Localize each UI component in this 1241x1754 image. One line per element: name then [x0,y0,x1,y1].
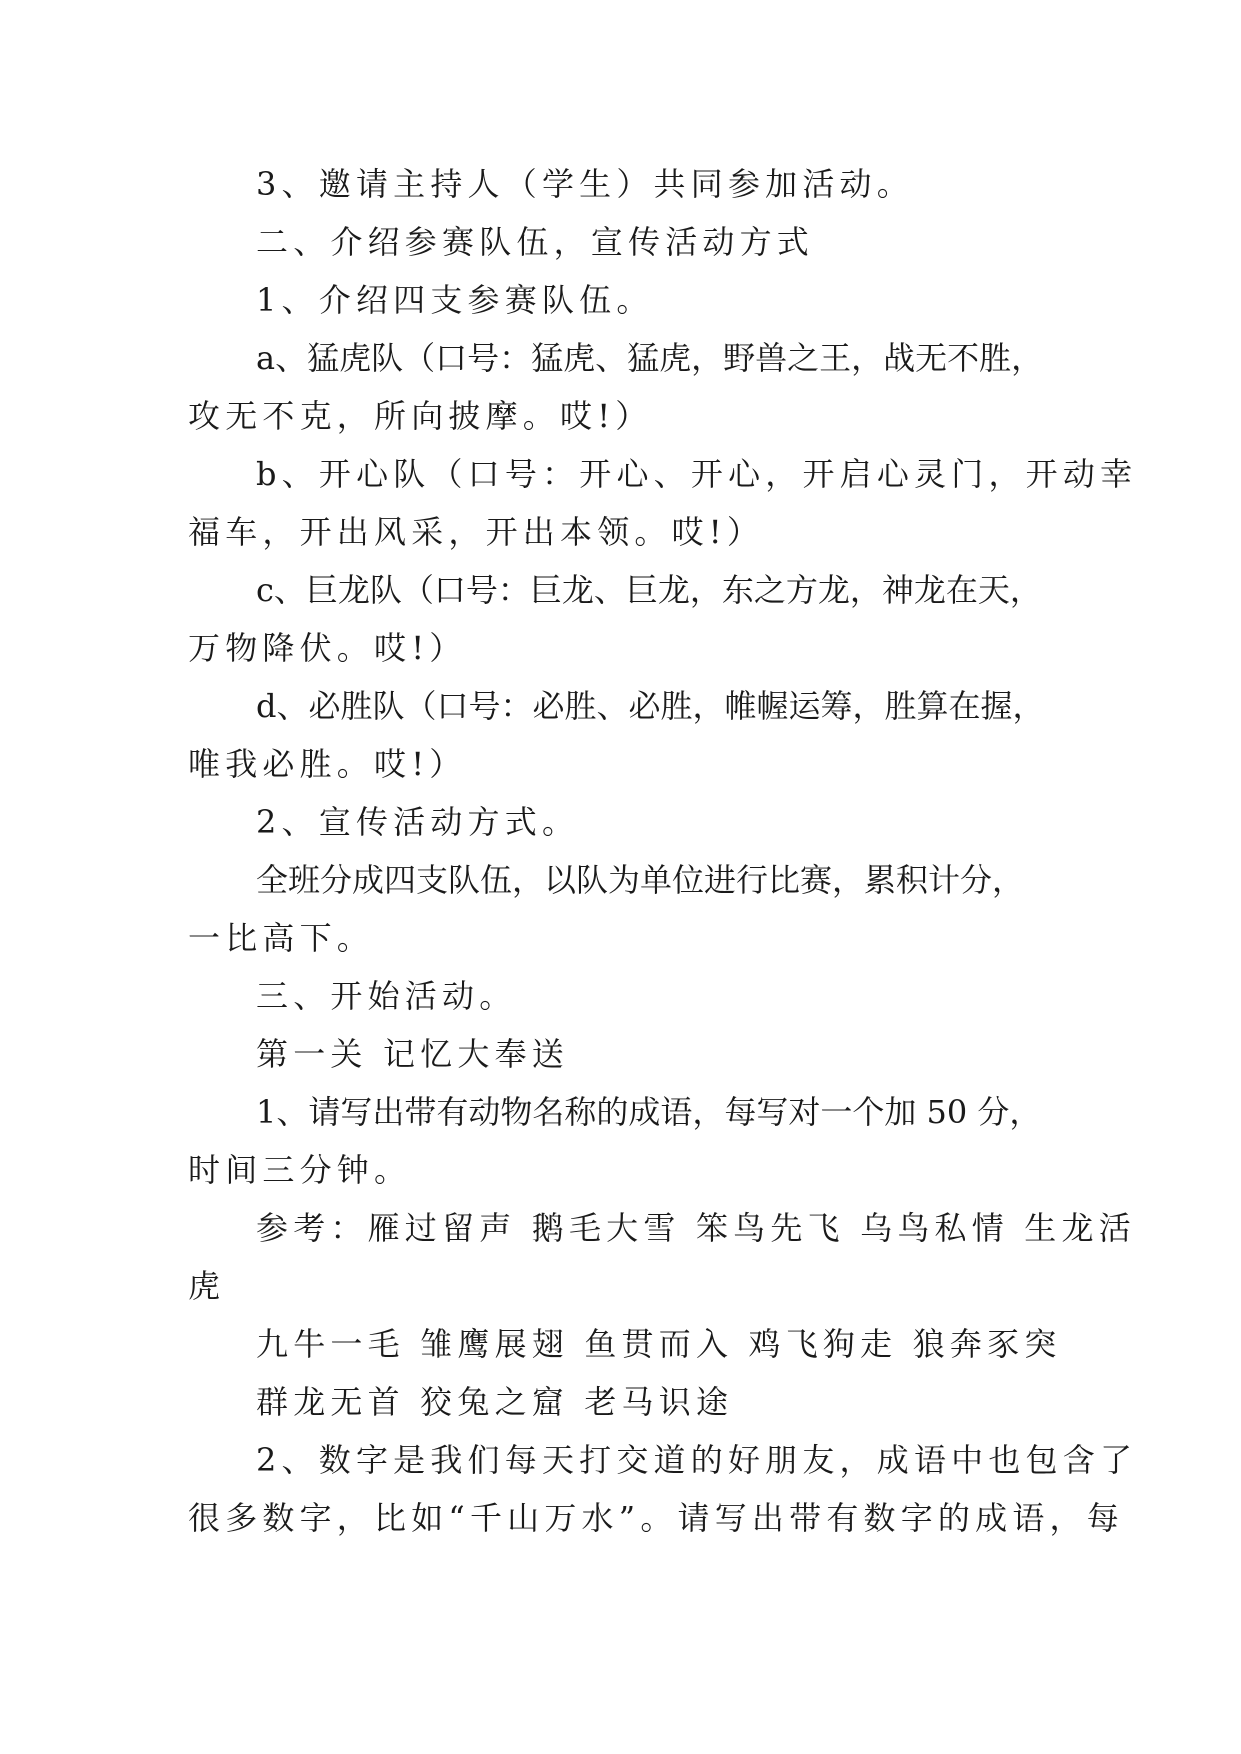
text-line: c、巨龙队（口号：巨龙、巨龙，东之方龙，神龙在天， [256,571,1042,609]
text-line: 很多数字，比如“千山万水”。请写出带有数字的成语，每 [188,1499,1124,1537]
text-line: 参考：雁过留声 鹅毛大雪 笨鸟先飞 乌鸟私情 生龙活 [256,1209,1136,1247]
text-line: 万物降伏。哎!） [188,629,467,667]
text-line: 3、邀请主持人（学生）共同参加活动。 [256,165,914,203]
text-line: 时间三分钟。 [188,1151,412,1189]
text-line: 攻无不克，所向披摩。哎!） [188,397,653,435]
text-line: 二、介绍参赛队伍，宣传活动方式 [256,223,815,261]
text-line: 全班分成四支队伍，以队为单位进行比赛，累积计分， [256,861,1025,899]
text-line: a、猛虎队（口号：猛虎、猛虎，野兽之王，战无不胜， [256,339,1044,377]
text-line: 福车，开出风采，开出本领。哎!） [188,513,765,551]
text-line: b、开心队（口号：开心、开心，开启心灵门，开动幸 [256,455,1138,493]
text-line: 1、请写出带有动物名称的成语，每写对一个加 50 分， [256,1093,1042,1131]
text-line: 第一关 记忆大奉送 [256,1035,569,1073]
text-line: 一比高下。 [188,919,375,957]
text-line: 2、宣传活动方式。 [256,803,580,841]
text-line: 群龙无首 狡兔之窟 老马识途 [256,1383,734,1421]
text-line: 唯我必胜。哎!） [188,745,467,783]
text-line: 三、开始活动。 [256,977,517,1015]
text-line: d、必胜队（口号：必胜、必胜，帷幄运筹，胜算在握， [256,687,1045,725]
text-line: 2、数字是我们每天打交道的好朋友，成语中也包含了 [256,1441,1138,1479]
text-line: 九牛一毛 雏鹰展翅 鱼贯而入 鸡飞狗走 狼奔豕突 [256,1325,1062,1363]
text-line: 1、介绍四支参赛队伍。 [256,281,654,319]
text-line: 虎 [188,1267,226,1305]
